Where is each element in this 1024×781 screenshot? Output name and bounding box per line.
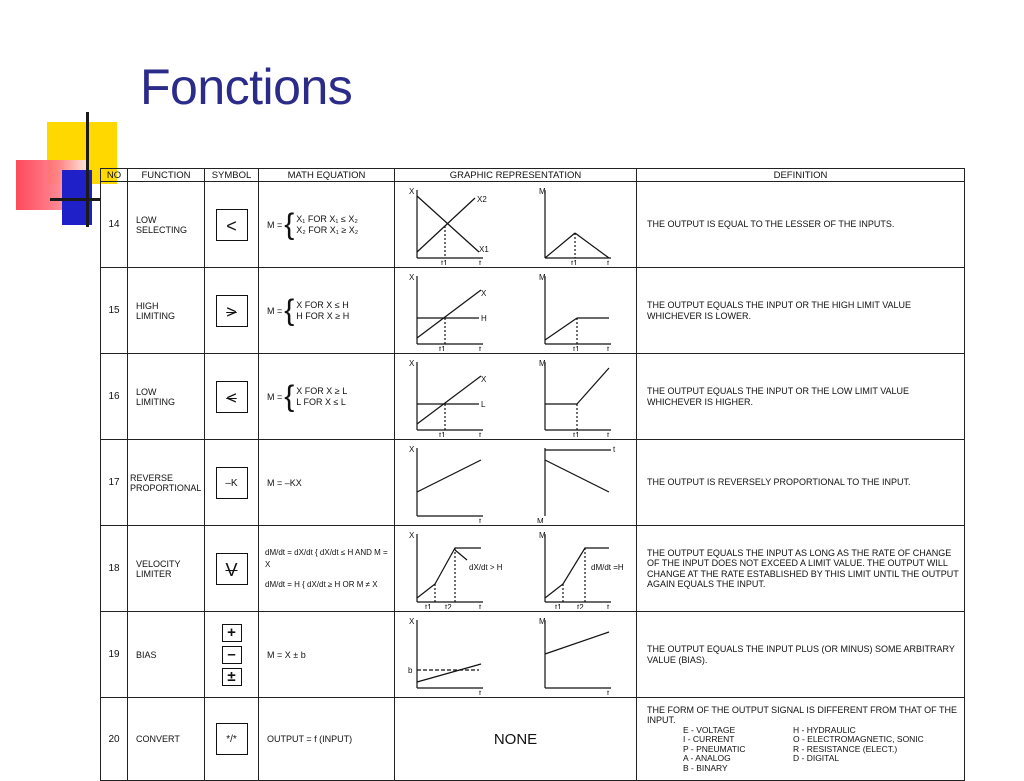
definition: THE OUTPUT IS REVERSELY PROPORTIONAL TO THE INPUT.	[637, 440, 965, 526]
reverse-proportional-graph	[395, 440, 637, 523]
row-number: 18	[101, 526, 128, 612]
graph-axis-label: X	[409, 187, 415, 196]
math-equation	[259, 526, 395, 612]
table-row	[101, 354, 965, 440]
brace-icon: {	[284, 207, 295, 241]
graph-tick-label: t	[607, 259, 610, 265]
graph-axis-label: M	[539, 187, 546, 196]
legend-item	[793, 764, 933, 774]
slide-title: Fonctions	[140, 59, 353, 115]
low-select-graph	[395, 182, 637, 265]
function-name-line1: VELOCITY	[136, 558, 181, 569]
graph-axis-label: M	[539, 273, 546, 282]
graph-axis-label: X	[409, 445, 415, 454]
definition: THE OUTPUT EQUALS THE INPUT OR THE HIGH LIMIT VALUE WHICHEVER IS LOWER.	[637, 268, 965, 354]
math-equation	[259, 698, 395, 781]
function-name-line2: LIMITING	[136, 310, 176, 321]
function-name-line2: PROPORTIONAL	[130, 482, 202, 493]
definition: THE OUTPUT EQUALS THE INPUT AS LONG AS THE RATE OF CHANGE OF THE INPUT DOES NOT EXCEED A LIMIT VALUE. THE OUTPUT WILL CHANGE AT THE RATE ESTABLISHED BY THIS LIMIT UNTIL THE OUTPUT AGAIN EQUALS THE INPUT.	[637, 526, 965, 612]
row-number: 15	[101, 268, 128, 354]
graph-axis-label: M	[537, 517, 544, 523]
minus-symbol: –	[222, 646, 242, 664]
graph-tick-label: t	[479, 689, 482, 695]
velocity-limiter-graph	[395, 526, 637, 609]
graph-tick-label: t1	[439, 431, 446, 437]
brace-icon: {	[284, 293, 295, 327]
math-prefix: M =	[267, 391, 283, 402]
row-number: 14	[101, 182, 128, 268]
function-name-line1: LOW	[136, 214, 157, 225]
high-limit-graph	[395, 268, 637, 351]
decor-vertical-line	[86, 112, 89, 227]
math-prefix: OUTPUT = f (INPUT)	[267, 734, 353, 744]
math-prefix: M =	[267, 305, 283, 316]
graph-tick-label: t	[607, 345, 610, 351]
graph-tick-label: t	[479, 259, 482, 265]
legend-item: O - ELECTROMAGNETIC, SONIC	[793, 734, 924, 745]
graph-curve-label: b	[408, 666, 413, 675]
signal-legend	[683, 726, 962, 774]
graph-tick-label: t	[479, 431, 482, 437]
math-equation	[259, 612, 395, 698]
graphic-cell	[395, 440, 637, 526]
symbol-cell	[205, 182, 259, 268]
graph-axis-label: X	[409, 273, 415, 282]
bias-graph	[395, 612, 637, 695]
function-name	[128, 526, 205, 612]
symbol-cell	[205, 268, 259, 354]
graph-annotation: dM/dt =H	[591, 563, 624, 572]
velocity-limiter-symbol: V	[216, 553, 248, 585]
header-symbol: SYMBOL	[205, 169, 259, 182]
low-limit-graph	[395, 354, 637, 437]
decor-horizontal-line	[50, 198, 100, 201]
function-name-line1: LOW	[136, 386, 157, 397]
graph-axis-label: M	[539, 617, 546, 626]
math-line: X₁ FOR X₁ ≤ X₂	[296, 213, 358, 224]
graph-tick-label: t	[607, 603, 610, 609]
math-line: X FOR X ≤ H	[296, 299, 349, 310]
graph-axis-label: M	[539, 531, 546, 540]
table-row	[101, 612, 965, 698]
math-line: dM/dt = H { dX/dt ≥ H OR M ≠ X	[265, 579, 378, 589]
math-equation	[259, 440, 395, 526]
math-prefix: M = –KX	[267, 477, 302, 488]
symbol-cell	[205, 526, 259, 612]
table-header-row	[101, 169, 965, 182]
legend-item: R - RESISTANCE (ELECT.)	[793, 743, 898, 754]
plus-symbol: +	[222, 624, 242, 642]
legend-item: E - VOLTAGE	[683, 724, 736, 735]
row-number: 20	[101, 698, 128, 781]
graph-annotation: dX/dt > H	[469, 563, 503, 572]
graph-curve-label: X	[481, 375, 487, 384]
legend-item: H - HYDRAULIC	[793, 724, 856, 735]
graph-axis-label: X	[409, 531, 415, 540]
function-name-line1: BIAS	[136, 649, 157, 660]
row-number: 16	[101, 354, 128, 440]
table-row	[101, 526, 965, 612]
graph-axis-label: M	[539, 359, 546, 368]
legend-item: I - CURRENT	[683, 734, 735, 745]
symbol-cell	[205, 354, 259, 440]
graph-tick-label: t1	[439, 345, 446, 351]
graph-tick-label: t2	[577, 603, 584, 609]
definition: THE OUTPUT EQUALS THE INPUT OR THE LOW LIMIT VALUE WHICHEVER IS HIGHER.	[637, 354, 965, 440]
graphic-cell	[395, 182, 637, 268]
graph-curve-label: L	[481, 400, 486, 409]
definition: THE OUTPUT EQUALS THE INPUT PLUS (OR MINUS) SOME ARBITRARY VALUE (BIAS).	[637, 612, 965, 698]
function-name	[128, 268, 205, 354]
graph-tick-label: t	[479, 603, 482, 609]
symbol-cell	[205, 612, 259, 698]
graph-curve-label: X2	[477, 195, 487, 204]
legend-item: P - PNEUMATIC	[683, 743, 746, 754]
graph-tick-label: t1	[573, 345, 580, 351]
high-limit-symbol: >	[216, 295, 248, 327]
convert-symbol: */*	[216, 723, 248, 755]
low-limit-symbol: <	[216, 381, 248, 413]
graph-tick-label: t1	[571, 259, 578, 265]
table-row	[101, 182, 965, 268]
less-than-symbol: <	[216, 209, 248, 241]
header-definition: DEFINITION	[637, 169, 965, 182]
function-name	[128, 440, 205, 526]
row-number: 17	[101, 440, 128, 526]
graph-tick-label: t	[607, 431, 610, 437]
graph-curve-label: X	[481, 289, 487, 298]
function-name	[128, 612, 205, 698]
function-name-line2: LIMITING	[136, 396, 176, 407]
function-name-line1: CONVERT	[136, 734, 180, 744]
graphic-cell	[395, 354, 637, 440]
brace-icon: {	[284, 379, 295, 413]
function-name-line2: LIMITER	[136, 568, 172, 579]
graph-tick-label: t1	[425, 603, 432, 609]
symbol-cell	[205, 698, 259, 781]
graph-curve-label: H	[481, 314, 487, 323]
header-math: MATH EQUATION	[259, 169, 395, 182]
function-name	[128, 182, 205, 268]
graph-curve-label: X1	[479, 245, 489, 254]
graph-axis-label: X	[409, 617, 415, 626]
graph-tick-label: t1	[573, 431, 580, 437]
math-line: H FOR X ≥ H	[296, 310, 350, 321]
legend-item: D - DIGITAL	[793, 753, 840, 764]
definition: THE OUTPUT IS EQUAL TO THE LESSER OF THE INPUTS.	[637, 182, 965, 268]
graphic-none-label: NONE	[493, 730, 538, 748]
header-graphic: GRAPHIC REPRESENTATION	[395, 169, 637, 182]
graphic-cell	[395, 268, 637, 354]
math-line: X FOR X ≥ L	[296, 385, 348, 396]
math-equation	[259, 182, 395, 268]
function-name	[128, 354, 205, 440]
math-line: X₂ FOR X₁ ≥ X₂	[296, 224, 359, 235]
function-name-line2: SELECTING	[136, 224, 188, 235]
legend-item: B - BINARY	[683, 762, 728, 773]
graphic-cell	[395, 612, 637, 698]
graph-tick-label: t	[607, 689, 610, 695]
table-row	[101, 268, 965, 354]
functions-table	[100, 168, 965, 781]
math-equation	[259, 268, 395, 354]
math-equation	[259, 354, 395, 440]
graph-axis-label: X	[409, 359, 415, 368]
table-row	[101, 698, 965, 781]
graph-tick-label: t	[479, 517, 482, 523]
legend-item: A - ANALOG	[683, 753, 731, 764]
graphic-cell	[395, 526, 637, 612]
math-line: L FOR X ≤ L	[296, 396, 346, 407]
math-prefix: M = X ± b	[267, 649, 306, 660]
header-no: NO	[101, 169, 128, 182]
function-name-line1: REVERSE	[130, 472, 174, 483]
math-prefix: M =	[267, 219, 283, 230]
function-name	[128, 698, 205, 781]
graph-tick-label: t1	[555, 603, 562, 609]
symbol-cell	[205, 440, 259, 526]
table-row	[101, 440, 965, 526]
graph-tick-label: t	[613, 445, 616, 454]
graph-tick-label: t2	[445, 603, 452, 609]
graph-tick-label: t1	[441, 259, 448, 265]
definition	[637, 698, 965, 781]
row-number: 19	[101, 612, 128, 698]
negative-k-symbol: –K	[216, 467, 248, 499]
function-name-line1: HIGH	[136, 300, 159, 311]
definition-text: THE FORM OF THE OUTPUT SIGNAL IS DIFFERENT FROM THAT OF THE INPUT.	[647, 704, 958, 726]
header-function: FUNCTION	[128, 169, 205, 182]
plus-minus-symbol: ±	[222, 668, 242, 686]
math-line: dM/dt = dX/dt { dX/dt ≤ H AND M = X	[265, 547, 388, 569]
graphic-cell	[395, 698, 637, 781]
graph-tick-label: t	[479, 345, 482, 351]
